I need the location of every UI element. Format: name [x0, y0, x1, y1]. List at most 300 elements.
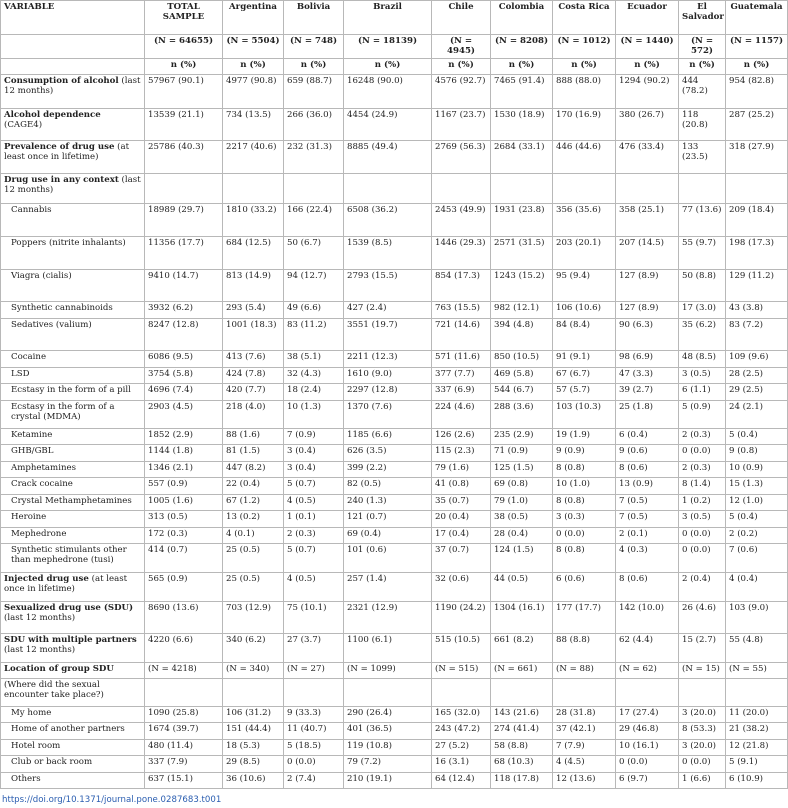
table-row	[1, 350, 788, 367]
table-cell: 25 (1.8)	[616, 400, 679, 428]
table-cell: 476 (33.4)	[616, 140, 679, 173]
table-cell: 17 (3.0)	[679, 301, 726, 318]
table-cell: 274 (41.4)	[491, 722, 553, 739]
table-cell: 1144 (1.8)	[145, 444, 223, 461]
table-cell: 9 (0.6)	[616, 444, 679, 461]
table-cell: 207 (14.5)	[616, 236, 679, 269]
table-cell: 68 (10.3)	[491, 755, 553, 772]
table-cell: 954 (82.8)	[726, 74, 788, 108]
table-row	[1, 662, 788, 678]
table-cell: 95 (9.4)	[553, 269, 616, 301]
table-cell: 13 (0.2)	[223, 510, 284, 527]
table-cell: 67 (6.7)	[553, 367, 616, 383]
table-cell: 9410 (14.7)	[145, 269, 223, 301]
table-cell: 0 (0.0)	[616, 755, 679, 772]
row-label	[1, 301, 145, 318]
table-cell: 8 (0.6)	[616, 461, 679, 477]
table-cell	[284, 173, 344, 203]
column-header: Ecuador	[616, 1, 679, 35]
row-label	[1, 400, 145, 428]
row-label-bold: Injected drug use	[4, 573, 89, 584]
table-cell: 257 (1.4)	[344, 572, 432, 601]
table-cell: 24 (2.1)	[726, 400, 788, 428]
table-cell: 2684 (33.1)	[491, 140, 553, 173]
table-cell: 1304 (16.1)	[491, 601, 553, 633]
table-cell: 39 (2.7)	[616, 383, 679, 400]
table-cell	[284, 678, 344, 706]
row-label	[1, 527, 145, 543]
row-label-text: (at least once in lifetime)	[4, 141, 130, 163]
sample-size-cell: (N = 5504)	[223, 35, 284, 59]
table-cell: 356 (35.6)	[553, 203, 616, 236]
table-cell: 6 (0.6)	[553, 572, 616, 601]
table-cell: 67 (1.2)	[223, 494, 284, 510]
unit-cell: n (%)	[223, 58, 284, 74]
row-label	[1, 678, 145, 706]
table-cell: 1001 (18.3)	[223, 318, 284, 350]
table-cell	[491, 173, 553, 203]
table-cell: 2571 (31.5)	[491, 236, 553, 269]
table-cell: 16 (3.1)	[432, 755, 491, 772]
table-cell	[432, 678, 491, 706]
row-label	[1, 543, 145, 572]
table-cell: 8 (0.6)	[616, 572, 679, 601]
unit-row	[1, 58, 788, 74]
sample-size-row	[1, 35, 788, 59]
row-label	[1, 269, 145, 301]
row-label	[1, 477, 145, 494]
table-cell: 1294 (90.2)	[616, 74, 679, 108]
table-cell: 125 (1.5)	[491, 461, 553, 477]
table-row	[1, 173, 788, 203]
table-cell: (N = 62)	[616, 662, 679, 678]
table-row	[1, 367, 788, 383]
row-label	[1, 461, 145, 477]
table-cell: 684 (12.5)	[223, 236, 284, 269]
row-label-bold: Prevalence of drug use	[4, 141, 115, 152]
table-cell: 27 (3.7)	[284, 633, 344, 662]
table-cell: 10 (16.1)	[616, 739, 679, 755]
table-row	[1, 428, 788, 444]
table-cell: 12 (13.6)	[553, 772, 616, 788]
table-cell: 6508 (36.2)	[344, 203, 432, 236]
table-cell: 0 (0.0)	[679, 543, 726, 572]
table-cell: (N = 4218)	[145, 662, 223, 678]
row-label-text: (last 12 months)	[4, 75, 141, 97]
table-cell: (N = 661)	[491, 662, 553, 678]
table-cell: 287 (25.2)	[726, 108, 788, 140]
table-cell: 165 (32.0)	[432, 706, 491, 722]
table-cell: 94 (12.7)	[284, 269, 344, 301]
sample-size-cell: (N = 572)	[679, 35, 726, 59]
row-label	[1, 662, 145, 678]
table-cell: 209 (18.4)	[726, 203, 788, 236]
table-cell: 13539 (21.1)	[145, 108, 223, 140]
table-cell: 243 (47.2)	[432, 722, 491, 739]
table-cell: 2 (0.3)	[679, 461, 726, 477]
table-cell: 2211 (12.3)	[344, 350, 432, 367]
table-cell: 64 (12.4)	[432, 772, 491, 788]
table-row	[1, 722, 788, 739]
table-cell: 424 (7.8)	[223, 367, 284, 383]
table-cell: 557 (0.9)	[145, 477, 223, 494]
table-cell: 210 (19.1)	[344, 772, 432, 788]
row-label-bold: Location of group SDU	[4, 663, 114, 674]
table-cell: 0 (0.0)	[679, 527, 726, 543]
table-cell	[616, 678, 679, 706]
table-cell: 358 (25.1)	[616, 203, 679, 236]
table-cell: 21 (38.2)	[726, 722, 788, 739]
column-header: Costa Rica	[553, 1, 616, 35]
table-cell: 8 (53.3)	[679, 722, 726, 739]
table-cell: 703 (12.9)	[223, 601, 284, 633]
table-cell: 399 (2.2)	[344, 461, 432, 477]
table-cell: 8247 (12.8)	[145, 318, 223, 350]
table-cell: 340 (6.2)	[223, 633, 284, 662]
table-cell: 813 (14.9)	[223, 269, 284, 301]
table-cell: 25 (0.5)	[223, 543, 284, 572]
table-cell: 83 (7.2)	[726, 318, 788, 350]
table-cell: 5 (0.7)	[284, 477, 344, 494]
table-cell: 36 (10.6)	[223, 772, 284, 788]
table-cell: 18 (2.4)	[284, 383, 344, 400]
column-header: Argentina	[223, 1, 284, 35]
table-cell: 38 (5.1)	[284, 350, 344, 367]
table-cell: 288 (3.6)	[491, 400, 553, 428]
table-row	[1, 572, 788, 601]
table-cell: 11 (20.0)	[726, 706, 788, 722]
table-cell: 71 (0.9)	[491, 444, 553, 461]
table-cell: 50 (8.8)	[679, 269, 726, 301]
row-label-bold: Drug use in any context	[4, 174, 119, 185]
table-cell: 5 (0.9)	[679, 400, 726, 428]
table-cell: 2 (7.4)	[284, 772, 344, 788]
table-row	[1, 74, 788, 108]
row-label	[1, 203, 145, 236]
table-cell: 1190 (24.2)	[432, 601, 491, 633]
table-cell: 1674 (39.7)	[145, 722, 223, 739]
table-cell: 12 (1.0)	[726, 494, 788, 510]
table-cell: 2217 (40.6)	[223, 140, 284, 173]
table-cell: 44 (0.5)	[491, 572, 553, 601]
table-cell: 5 (0.7)	[284, 543, 344, 572]
table-cell: 3 (0.4)	[284, 444, 344, 461]
table-cell: 166 (22.4)	[284, 203, 344, 236]
table-cell: 659 (88.7)	[284, 74, 344, 108]
table-cell: 41 (0.8)	[432, 477, 491, 494]
row-label-text: (last 12 months)	[4, 613, 76, 624]
table-cell: 143 (21.6)	[491, 706, 553, 722]
table-cell: (N = 27)	[284, 662, 344, 678]
table-cell: 290 (26.4)	[344, 706, 432, 722]
sample-size-cell: (N = 8208)	[491, 35, 553, 59]
table-cell: 8 (0.8)	[553, 461, 616, 477]
doi-link[interactable]: https://doi.org/10.1371/journal.pone.0287683.t001	[2, 795, 222, 805]
table-cell: 447 (8.2)	[223, 461, 284, 477]
table-cell: 313 (0.5)	[145, 510, 223, 527]
table-row	[1, 601, 788, 633]
table-cell: 2 (0.1)	[616, 527, 679, 543]
table-cell: 850 (10.5)	[491, 350, 553, 367]
table-cell: 55 (9.7)	[679, 236, 726, 269]
table-cell: 10 (0.9)	[726, 461, 788, 477]
table-cell: 91 (9.1)	[553, 350, 616, 367]
column-header: Guatemala	[726, 1, 788, 35]
table-cell: 571 (11.6)	[432, 350, 491, 367]
table-cell: 0 (0.0)	[284, 755, 344, 772]
unit-cell: n (%)	[491, 58, 553, 74]
table-cell: 58 (8.8)	[491, 739, 553, 755]
table-cell: 7 (7.9)	[553, 739, 616, 755]
table-cell: 90 (6.3)	[616, 318, 679, 350]
table-cell: 337 (6.9)	[432, 383, 491, 400]
row-label-text: Viagra (cialis)	[11, 270, 72, 281]
table-cell: 420 (7.7)	[223, 383, 284, 400]
table-cell: 444 (78.2)	[679, 74, 726, 108]
table-cell: 35 (6.2)	[679, 318, 726, 350]
row-label-text: Heroine	[11, 511, 47, 522]
table-cell: 2 (0.3)	[679, 428, 726, 444]
table-row	[1, 543, 788, 572]
table-cell: 1 (0.1)	[284, 510, 344, 527]
table-cell: 6 (0.4)	[616, 428, 679, 444]
table-cell: 10 (1.3)	[284, 400, 344, 428]
table-row	[1, 444, 788, 461]
row-label-text: Sedatives (valium)	[11, 319, 92, 330]
table-cell: (N = 55)	[726, 662, 788, 678]
row-label	[1, 367, 145, 383]
row-label-text: Crack cocaine	[11, 478, 73, 489]
table-cell: 11356 (17.7)	[145, 236, 223, 269]
row-label	[1, 572, 145, 601]
table-cell: 119 (10.8)	[344, 739, 432, 755]
table-cell: 79 (1.6)	[432, 461, 491, 477]
sample-size-cell: (N = 748)	[284, 35, 344, 59]
table-cell: 15 (2.7)	[679, 633, 726, 662]
row-label	[1, 772, 145, 788]
table-cell: 17 (27.4)	[616, 706, 679, 722]
table-cell: 4977 (90.8)	[223, 74, 284, 108]
table-cell: 6 (9.7)	[616, 772, 679, 788]
table-cell: 1852 (2.9)	[145, 428, 223, 444]
table-cell: 2453 (49.9)	[432, 203, 491, 236]
table-cell	[344, 678, 432, 706]
table-cell: 6086 (9.5)	[145, 350, 223, 367]
row-label-text: Cannabis	[11, 204, 52, 215]
table-cell: 734 (13.5)	[223, 108, 284, 140]
table-cell: 3 (0.5)	[679, 510, 726, 527]
row-label-text: (last 12 months)	[4, 174, 141, 196]
row-label	[1, 444, 145, 461]
table-cell: 446 (44.6)	[553, 140, 616, 173]
table-cell: 266 (36.0)	[284, 108, 344, 140]
row-label	[1, 510, 145, 527]
table-cell	[223, 173, 284, 203]
column-header: VARIABLE	[1, 1, 145, 35]
table-cell: 4 (0.5)	[284, 572, 344, 601]
table-cell: 0 (0.0)	[679, 755, 726, 772]
row-label-text: Hotel room	[11, 740, 61, 751]
table-row	[1, 236, 788, 269]
unit-cell: n (%)	[344, 58, 432, 74]
table-cell: 15 (1.3)	[726, 477, 788, 494]
table-cell: 22 (0.4)	[223, 477, 284, 494]
column-header: Brazil	[344, 1, 432, 35]
table-cell: 544 (6.7)	[491, 383, 553, 400]
table-cell: 7 (0.5)	[616, 510, 679, 527]
row-label	[1, 633, 145, 662]
table-cell: 1 (0.2)	[679, 494, 726, 510]
table-cell: 16248 (90.0)	[344, 74, 432, 108]
table-cell: 982 (12.1)	[491, 301, 553, 318]
table-cell: 1370 (7.6)	[344, 400, 432, 428]
table-cell: 79 (1.0)	[491, 494, 553, 510]
table-cell: 4454 (24.9)	[344, 108, 432, 140]
sample-size-cell: (N = 1012)	[553, 35, 616, 59]
table-cell: (N = 340)	[223, 662, 284, 678]
table-cell: 43 (3.8)	[726, 301, 788, 318]
table-row	[1, 477, 788, 494]
table-cell: 49 (6.6)	[284, 301, 344, 318]
table-cell: 133 (23.5)	[679, 140, 726, 173]
table-row	[1, 461, 788, 477]
table-cell: 5 (0.4)	[726, 428, 788, 444]
table-cell: 218 (4.0)	[223, 400, 284, 428]
table-cell: 1446 (29.3)	[432, 236, 491, 269]
table-cell: 318 (27.9)	[726, 140, 788, 173]
table-row	[1, 318, 788, 350]
table-cell: 35 (0.7)	[432, 494, 491, 510]
row-label-text: (CAGE4)	[4, 120, 43, 131]
table-cell: 69 (0.4)	[344, 527, 432, 543]
table-cell	[145, 678, 223, 706]
table-cell: 377 (7.7)	[432, 367, 491, 383]
table-cell: 142 (10.0)	[616, 601, 679, 633]
row-label-text: Synthetic cannabinoids	[11, 302, 113, 313]
table-cell: 469 (5.8)	[491, 367, 553, 383]
table-cell: 7 (0.5)	[616, 494, 679, 510]
column-header: Bolivia	[284, 1, 344, 35]
table-cell: 151 (44.4)	[223, 722, 284, 739]
table-cell: 26 (4.6)	[679, 601, 726, 633]
row-label-text: Others	[11, 773, 41, 784]
table-cell: 127 (8.9)	[616, 301, 679, 318]
table-cell: 224 (4.6)	[432, 400, 491, 428]
table-cell: 1090 (25.8)	[145, 706, 223, 722]
row-label-text: Ketamine	[11, 429, 53, 440]
table-row	[1, 527, 788, 543]
table-cell: 854 (17.3)	[432, 269, 491, 301]
table-cell: 3 (0.5)	[679, 367, 726, 383]
table-cell: 1610 (9.0)	[344, 367, 432, 383]
row-label-text: Cocaine	[11, 351, 47, 362]
table-cell: 170 (16.9)	[553, 108, 616, 140]
table-cell: 1100 (6.1)	[344, 633, 432, 662]
table-cell: 83 (11.2)	[284, 318, 344, 350]
table-cell: 427 (2.4)	[344, 301, 432, 318]
table-cell: 82 (0.5)	[344, 477, 432, 494]
table-cell: 2297 (12.8)	[344, 383, 432, 400]
table-cell: 172 (0.3)	[145, 527, 223, 543]
column-header: El Salvador	[679, 1, 726, 35]
table-cell: 9 (33.3)	[284, 706, 344, 722]
table-cell: 5 (18.5)	[284, 739, 344, 755]
table-cell	[344, 173, 432, 203]
table-cell: 7 (0.6)	[726, 543, 788, 572]
table-cell: 37 (0.7)	[432, 543, 491, 572]
table-cell: 1185 (6.6)	[344, 428, 432, 444]
table-cell: 17 (0.4)	[432, 527, 491, 543]
blank-cell	[1, 58, 145, 74]
table-cell: 763 (15.5)	[432, 301, 491, 318]
row-label-bold: Sexualized drug use (SDU)	[4, 602, 134, 613]
table-cell: 9 (0.9)	[553, 444, 616, 461]
table-body	[1, 35, 788, 789]
row-label-text: Club or back room	[11, 756, 93, 767]
table-cell	[726, 678, 788, 706]
table-cell: 38 (0.5)	[491, 510, 553, 527]
table-cell: 1 (6.6)	[679, 772, 726, 788]
table-row	[1, 203, 788, 236]
table-cell: 1243 (15.2)	[491, 269, 553, 301]
table-cell: 126 (2.6)	[432, 428, 491, 444]
table-cell: 9 (0.8)	[726, 444, 788, 461]
row-label	[1, 383, 145, 400]
table-cell: 106 (31.2)	[223, 706, 284, 722]
table-cell: 8 (0.8)	[553, 494, 616, 510]
table-cell: 25 (0.5)	[223, 572, 284, 601]
table-row	[1, 678, 788, 706]
table-cell: 106 (10.6)	[553, 301, 616, 318]
table-cell: 661 (8.2)	[491, 633, 553, 662]
row-label-text: Mephedrone	[11, 528, 67, 539]
table-cell: 177 (17.7)	[553, 601, 616, 633]
table-cell: 77 (13.6)	[679, 203, 726, 236]
table-cell	[726, 173, 788, 203]
row-label-text: Amphetamines	[11, 462, 76, 473]
table-cell: 3 (20.0)	[679, 739, 726, 755]
table-cell: 11 (40.7)	[284, 722, 344, 739]
table-cell: 27 (5.2)	[432, 739, 491, 755]
table-row	[1, 772, 788, 788]
table-cell: (N = 88)	[553, 662, 616, 678]
table-cell	[432, 173, 491, 203]
table-cell: 3 (0.4)	[284, 461, 344, 477]
table-cell: 4696 (7.4)	[145, 383, 223, 400]
row-label-bold: Consumption of alcohol	[4, 75, 119, 86]
table-cell: 4 (4.5)	[553, 755, 616, 772]
table-row	[1, 400, 788, 428]
table-cell: 3932 (6.2)	[145, 301, 223, 318]
table-cell: 1167 (23.7)	[432, 108, 491, 140]
row-label	[1, 739, 145, 755]
row-label-text: (Where did the sexual encounter take place?)	[4, 679, 104, 701]
row-label	[1, 140, 145, 173]
table-cell: (N = 15)	[679, 662, 726, 678]
table-cell: 203 (20.1)	[553, 236, 616, 269]
table-cell	[553, 173, 616, 203]
table-cell: 7 (0.9)	[284, 428, 344, 444]
table-cell: 337 (7.9)	[145, 755, 223, 772]
table-cell: (N = 515)	[432, 662, 491, 678]
row-label-text: Ecstasy in the form of a crystal (MDMA)	[11, 401, 115, 423]
table-cell: 6 (10.9)	[726, 772, 788, 788]
header-row	[1, 1, 788, 35]
table-cell: 2793 (15.5)	[344, 269, 432, 301]
table-cell	[679, 173, 726, 203]
table-cell	[616, 173, 679, 203]
table-cell: 55 (4.8)	[726, 633, 788, 662]
